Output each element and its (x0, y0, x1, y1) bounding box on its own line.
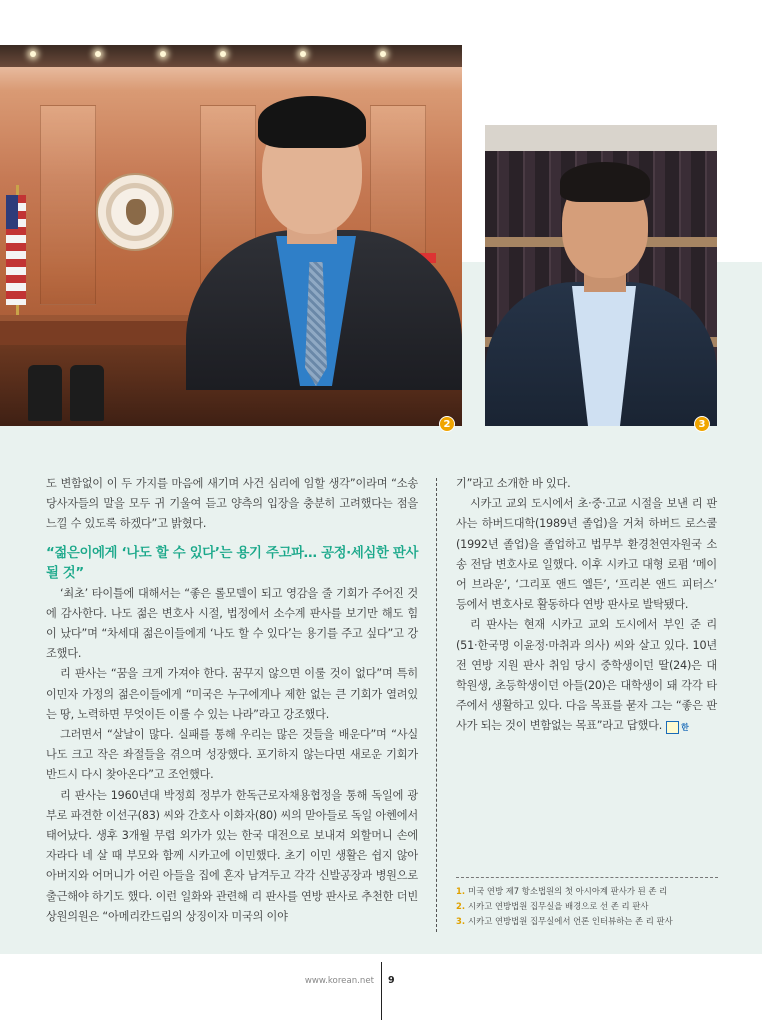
ceiling-light (160, 51, 166, 57)
ceiling-light (380, 51, 386, 57)
photo-number-badge: 2 (439, 416, 455, 432)
judge-hair-office (560, 162, 650, 202)
article-right-column (456, 474, 717, 737)
article-paragraph (456, 615, 717, 736)
caption-number: 3. (456, 916, 466, 926)
column-divider (436, 478, 437, 932)
caption-item (456, 899, 718, 914)
caption-item (456, 914, 718, 929)
caption-text: 시카고 연방법원 집무실을 배경으로 선 존 리 판사 (468, 901, 649, 911)
ceiling (0, 45, 462, 67)
ceiling-light (300, 51, 306, 57)
article-paragraph: 그러면서 “살날이 많다. 실패를 통해 우리는 많은 것들을 배운다”며 “사실 나도 크고 작은 좌절들을 겪으며 성장했다. 포기하지 않는다면 새로운 기회가 반드시 다시 찾아온다”고 조언했다. (46, 728, 418, 782)
ceiling-light (220, 51, 226, 57)
article-left-column (46, 474, 418, 927)
caption-divider (456, 877, 718, 878)
caption-text: 미국 연방 제7 항소법원의 첫 아시아계 판사가 된 존 리 (468, 886, 668, 896)
wall-panel (40, 105, 96, 305)
article-paragraph-text: 리 판사는 현재 시카고 교외 도시에서 부인 준 리(51·한국명 이윤정·마취과 의사) 씨와 살고 있다. 10년 전 연방 지원 판사 취임 당시 중학생이던 딸(24)은 대학원생, 초등학생이던 아들(20)은 대학생이 돼 각각 타주에서 생활하고 있다. 다음 목표를 묻자 그는 “좋은 판사가 되는 것이 변함없는 목표”라고 답했다. (456, 618, 717, 733)
article-subheading: “젊은이에게 ‘나도 할 수 있다’는 용기 주고파… 공정·세심한 판사 될 것” (46, 545, 418, 581)
article-paragraph: 리 판사는 “꿈을 크게 가져야 한다. 꿈꾸지 않으면 이룰 것이 없다”며 특히 이민자 가정의 젊은이들에게 “미국은 누구에게나 제한 없는 큰 기회가 열려있는 땅, 노력하면 무엇이든 이룰 수 있는 나라”라고 강조했다. (46, 667, 418, 721)
article-paragraph: 시카고 교외 도시에서 초·중·고교 시절을 보낸 리 판사는 하버드대학(1989년 졸업)을 거쳐 하버드 로스쿨(1992년 졸업)을 졸업하고 법무부 환경천연자원국 소송 전담 변호사로 일했다. 이후 시카고 대형 로펌 ‘메이어 브라운’, ‘그리포 앤드 엘든’, ‘프리본 앤드 피터스’ 등에서 변호사로 활동하다 연방 판사로 발탁됐다. (456, 497, 717, 612)
article-paragraph: 리 판사는 1960년대 박정희 정부가 한독근로자채용협정을 통해 독일에 광부로 파견한 이선구(83) 씨와 간호사 이화자(80) 씨의 맏아들로 독일 아헨에서 태어났다. 생후 3개월 무렵 외가가 있는 한국 대전으로 보내져 외할머니 손에 자라다 네 살 때 부모와 함께 시카고에 이민했다. 초기 이민 생활은 쉽지 않아 아버지와 어머니가 어린 아들을 집에 혼자 남겨두고 각각 신발공장과 병원으로 출근해야 하기도 했다. 이런 일화와 관련해 리 판사를 연방 판사로 추천한 더빈 상원의원은 “아메리칸드림의 상징이자 미국의 이야 (46, 788, 418, 923)
ceiling-light (95, 51, 101, 57)
caption-item (456, 884, 718, 899)
footer-divider (381, 962, 382, 1020)
photo-captions (456, 884, 718, 929)
court-seal-image (96, 173, 174, 251)
caption-text: 시카고 연방법원 집무실에서 언론 인터뷰하는 존 리 판사 (468, 916, 673, 926)
chair (70, 365, 104, 421)
us-flag-image (6, 195, 26, 305)
page-number: 9 (388, 975, 395, 986)
caption-number: 1. (456, 886, 466, 896)
ceiling-light (30, 51, 36, 57)
footer-website: www.korean.net (304, 976, 374, 986)
caption-number: 2. (456, 901, 466, 911)
chair (28, 365, 62, 421)
photo-number-badge: 3 (694, 416, 710, 432)
article-paragraph: 기”라고 소개한 바 있다. (456, 477, 571, 490)
article-end-mark-icon: 한 (666, 721, 679, 734)
office-wall (485, 125, 717, 151)
judge-hair (258, 96, 366, 148)
article-paragraph: 도 변함없이 이 두 가지를 마음에 새기며 사건 심리에 임할 생각”이라며 “소송 당사자들의 말을 모두 귀 기울여 듣고 양측의 입장을 충분히 고려했다는 점을 느낄 수 있도록 하겠다”고 밝혔다. (46, 477, 418, 531)
article-paragraph: ‘최초’ 타이틀에 대해서는 “좋은 롤모델이 되고 영감을 줄 기회가 주어진 것에 감사한다. 나도 젊은 변호사 시절, 법정에서 소수계 판사를 보기만 해도 힘이 났다”며 “차세대 젊은이들에게 ‘나도 할 수 있다’는 용기를 주고 싶다”고 강조했다. (46, 586, 418, 661)
top-margin (0, 0, 762, 45)
